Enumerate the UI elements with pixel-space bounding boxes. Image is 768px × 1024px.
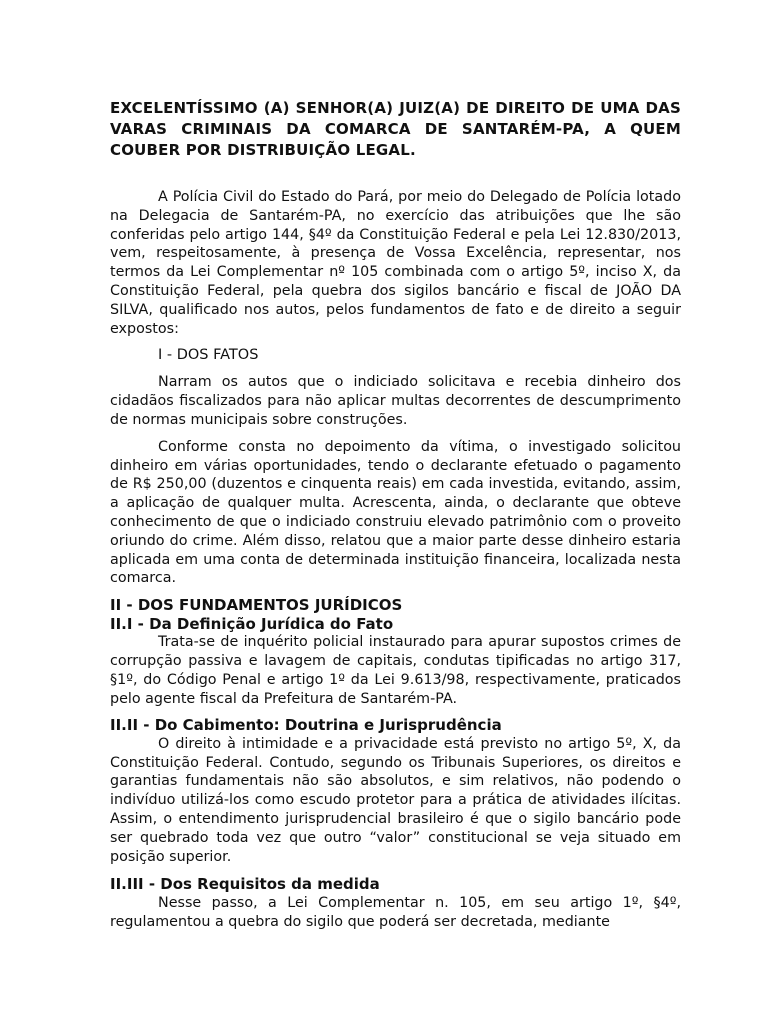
section-heading-fatos: I - DOS FATOS [158, 347, 259, 364]
document-title: EXCELENTÍSSIMO (A) SENHOR(A) JUIZ(A) DE DIREITO DE UMA DAS VARAS CRIMINAIS DA COMARCA DE SANTARÉM-PA, A QUEM COUBER POR DISTRIBUIÇÃO LEGAL. [110, 99, 681, 159]
definicao-paragraph: Trata-se de inquérito policial instaurado para apurar supostos crimes de corrupção passiva e lavagem de capitais, condutas tipificadas no artigo 317, §1º, do Código Penal e artigo 1º da Lei 9.613/98, respectivamente, praticados pelo agente fiscal da Prefeitura de Santarém-PA. [110, 634, 681, 707]
fatos-paragraph-1: Narram os autos que o indiciado solicitava e recebia dinheiro dos cidadãos fiscalizados para não aplicar multas decorrentes de descumprimento de normas municipais sobre construções. [110, 374, 681, 428]
subsection-heading-cabimento: II.II - Do Cabimento: Doutrina e Jurisprudência [110, 716, 502, 735]
fatos-paragraph-2: Conforme consta no depoimento da vítima, o investigado solicitou dinheiro em várias oportunidades, tendo o declarante efetuado o pagamento de R$ 250,00 (duzentos e cinquenta reais) em cada investida, evitando, assim, a aplicação de qualquer multa. Acrescenta, ainda, o declarante que obteve conhecimento de que o indiciado construiu elevado patrimônio com o proveito oriundo do crime. Além disso, relatou que a maior parte desse dinheiro estaria aplicada em uma conta de determinada instituição financeira, localizada nesta comarca. [110, 438, 681, 587]
document-page [110, 98, 681, 932]
requisitos-paragraph: Nesse passo, a Lei Complementar n. 105, em seu artigo 1º, §4º, regulamentou a quebra do sigilo que poderá ser decretada, mediante [110, 894, 681, 930]
intro-paragraph: A Polícia Civil do Estado do Pará, por meio do Delegado de Polícia lotado na Delegacia de Santarém-PA, no exercício das atribuições que lhe são conferidas pelo artigo 144, §4º da Constituição Federal e pela Lei 12.830/2013, vem, respeitosamente, à presença de Vossa Excelência, representar, nos termos da Lei Complementar nº 105 combinada com o artigo 5º, inciso X, da Constituição Federal, pela quebra dos sigilos bancário e fiscal de JOÃO DA SILVA, qualificado nos autos, pelos fundamentos de fato e de direito a seguir expostos: [110, 189, 681, 337]
subsection-heading-requisitos: II.III - Dos Requisitos da medida [110, 875, 380, 894]
subsection-heading-definicao: II.I - Da Definição Jurídica do Fato [110, 614, 394, 633]
section-heading-fundamentos: II - DOS FUNDAMENTOS JURÍDICOS [110, 596, 403, 615]
cabimento-paragraph: O direito à intimidade e a privacidade está previsto no artigo 5º, X, da Constituição Federal. Contudo, segundo os Tribunais Superiores, os direitos e garantias fundamentais não são absolutos, e sim relativos, não podendo o indivíduo utilizá-los como escudo protetor para a prática de atividades ilícitas. Assim, o entendimento jurisprudencial brasileiro é que o sigilo bancário pode ser quebrado toda vez que outro “valor” constitucional se veja situado em posição superior. [110, 735, 681, 865]
